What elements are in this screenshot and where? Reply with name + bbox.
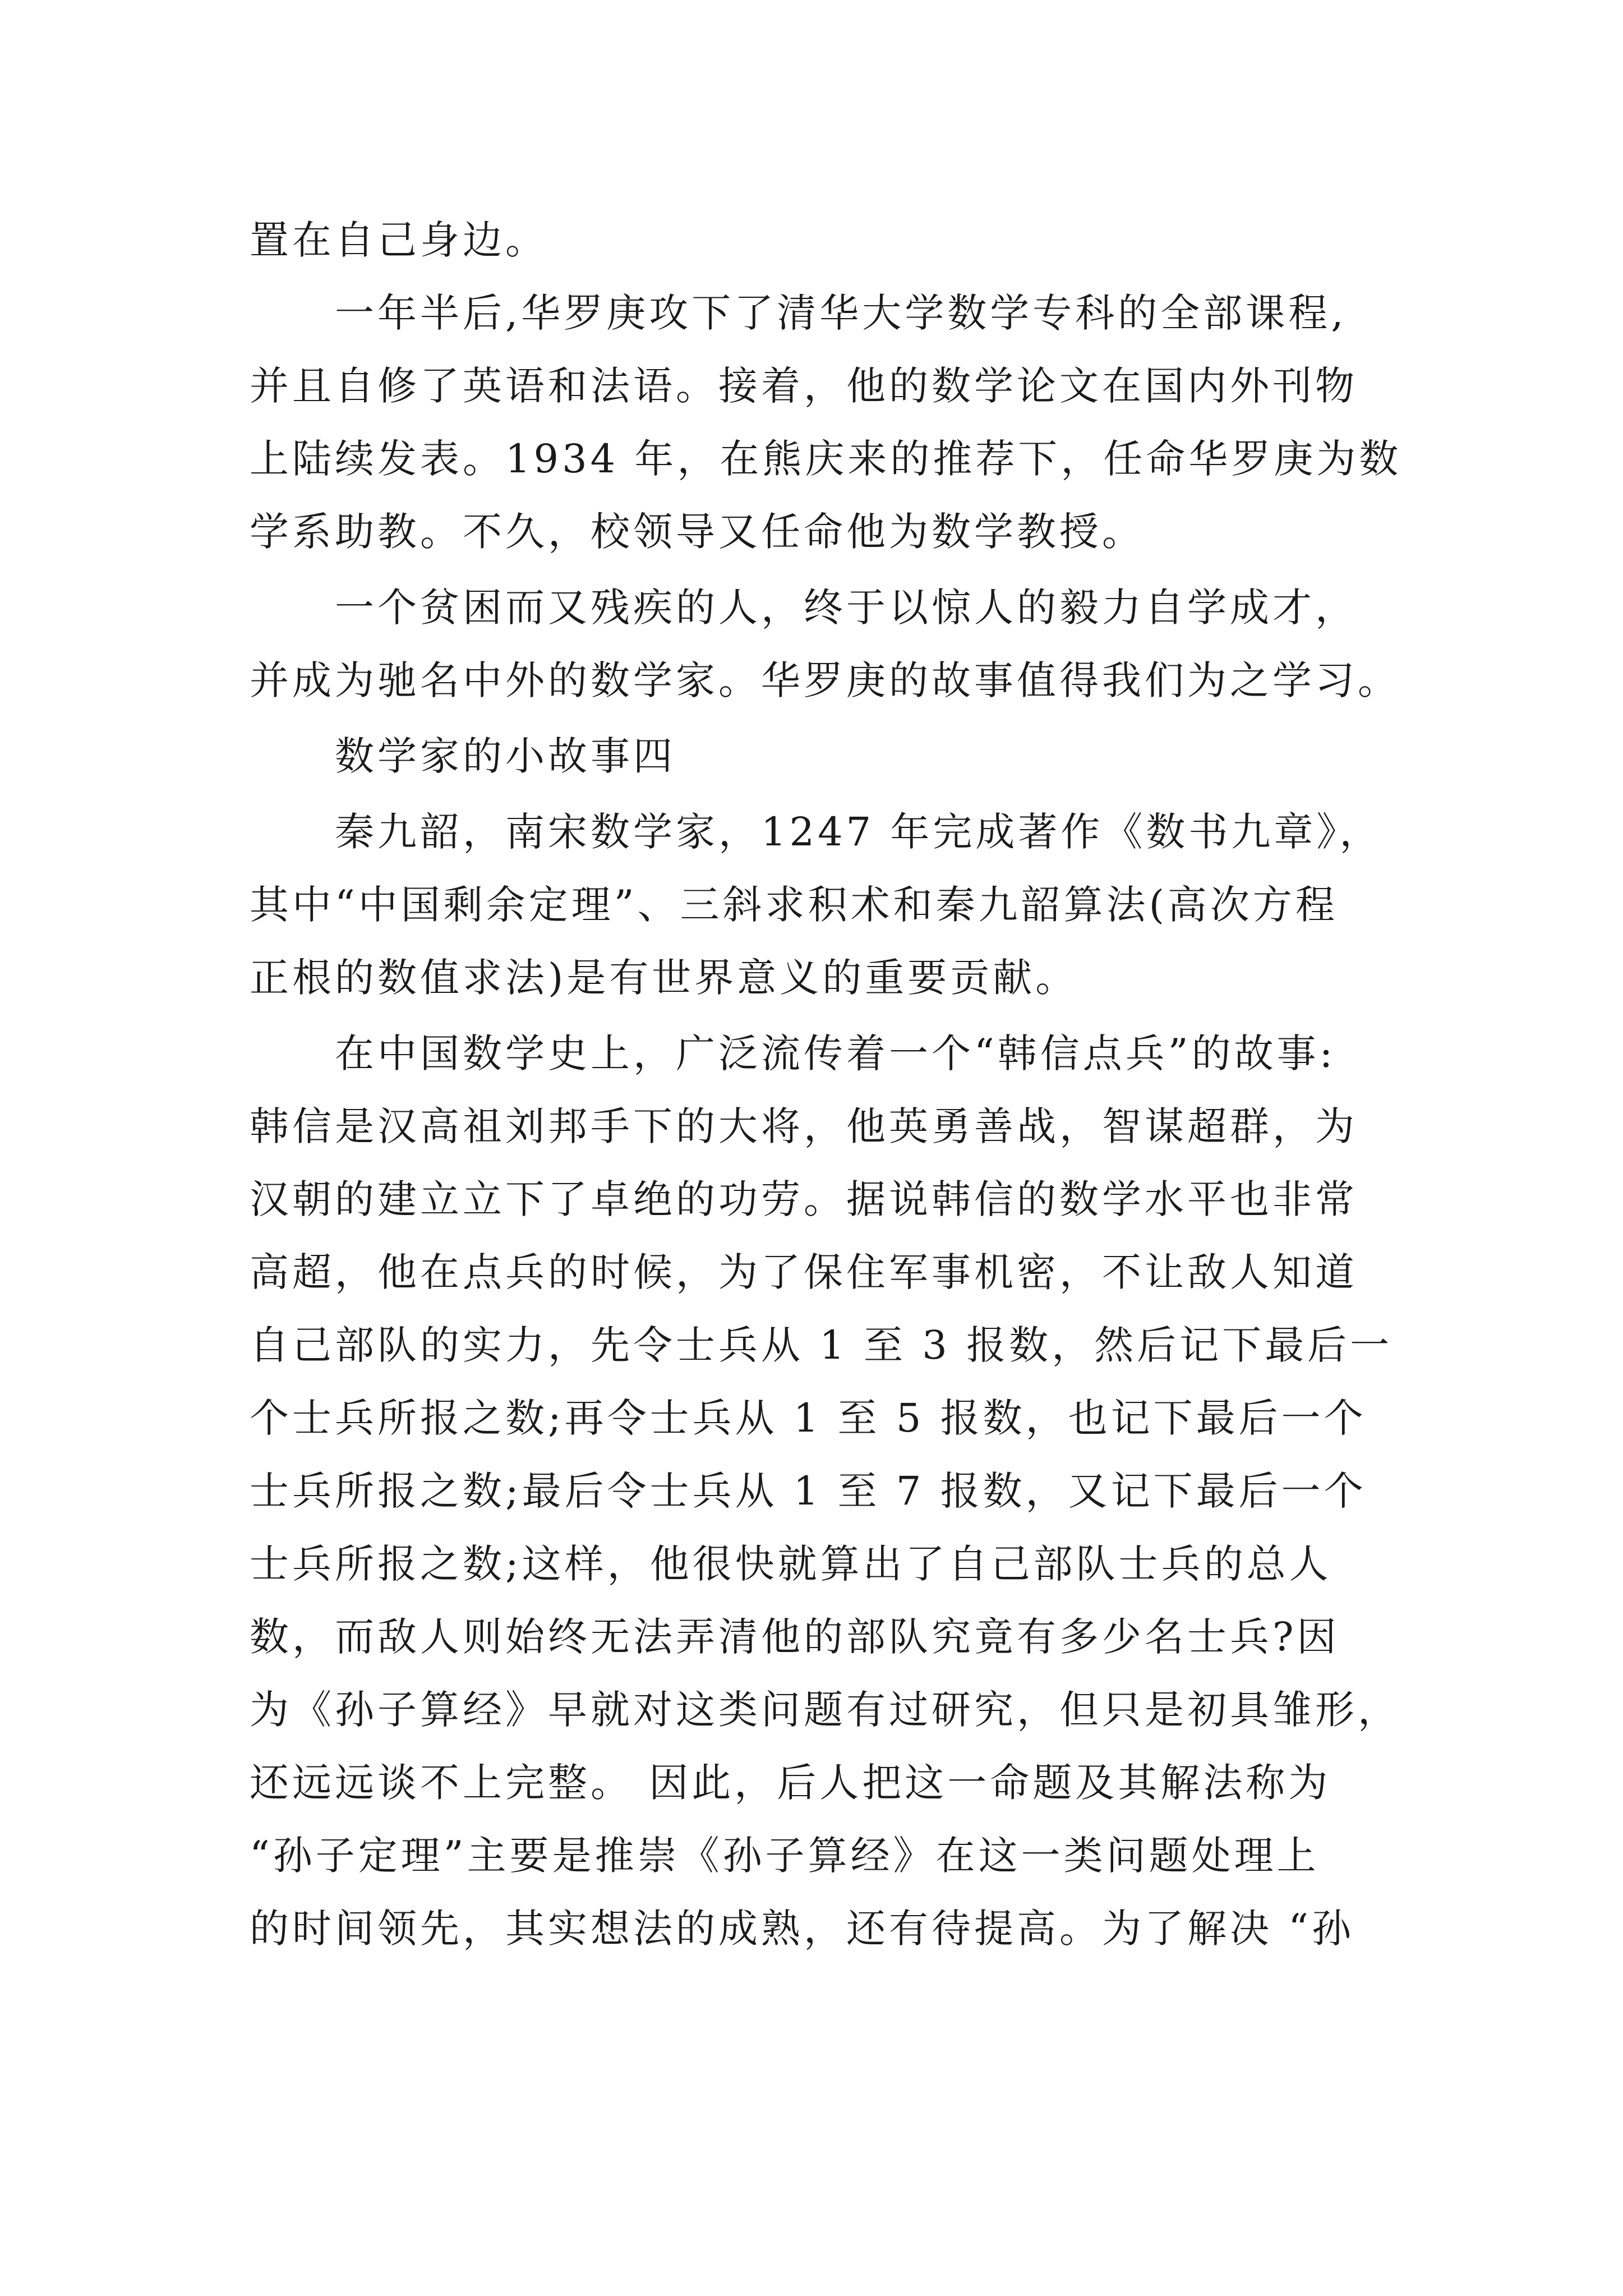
text-line: 士兵所报之数;这样，他很快就算出了自己部队士兵的总人 xyxy=(250,1541,1332,1587)
text-line: 一个贫困而又残疾的人，终于以惊人的毅力自学成才， xyxy=(250,585,1358,631)
text-line: 秦九韶，南宋数学家，1247 年完成著作《数书九章》， xyxy=(250,809,1382,855)
text-line: 韩信是汉高祖刘邦手下的大将，他英勇善战，智谋超群，为 xyxy=(250,1103,1358,1149)
text-line: 数学家的小故事四 xyxy=(250,733,676,779)
text-line: 汉朝的建立立下了卓绝的功劳。据说韩信的数学水平也非常 xyxy=(250,1176,1358,1222)
text-line: “孙子定理”主要是推崇《孙子算经》在这一类问题处理上 xyxy=(250,1833,1320,1879)
text-line: 还远远谈不上完整。 因此，后人把这一命题及其解法称为 xyxy=(250,1760,1331,1806)
text-line: 数，而敌人则始终无法弄清他的部队究竟有多少名士兵?因 xyxy=(250,1614,1340,1660)
text-line: 并成为驰名中外的数学家。华罗庚的故事值得我们为之学习。 xyxy=(250,657,1400,703)
text-line: 学系助教。不久，校领导又任命他为数学教授。 xyxy=(250,509,1145,555)
text-line: 在中国数学史上，广泛流传着一个“韩信点兵”的故事: xyxy=(250,1030,1336,1076)
text-line: 自己部队的实力，先令士兵从 1 至 3 报数，然后记下最后一 xyxy=(250,1322,1393,1368)
text-line: 的时间领先，其实想法的成熟，还有待提高。为了解决 “孙 xyxy=(250,1906,1355,1952)
text-line: 上陆续发表。1934 年，在熊庆来的推荐下，任命华罗庚为数 xyxy=(250,436,1402,482)
text-line: 并且自修了英语和法语。接着，他的数学论文在国内外刊物 xyxy=(250,363,1358,409)
text-line: 正根的数值求法)是有世界意义的重要贡献。 xyxy=(250,955,1078,1001)
text-line: 士兵所报之数;最后令士兵从 1 至 7 报数，又记下最后一个 xyxy=(250,1468,1367,1514)
text-line: 置在自己身边。 xyxy=(250,217,548,263)
text-line: 为《孙子算经》早就对这类问题有过研究，但只是初具雏形， xyxy=(250,1687,1400,1733)
text-line: 其中“中国剩余定理”、三斜求积术和秦九韶算法(高次方程 xyxy=(250,882,1338,928)
text-line: 一年半后,华罗庚攻下了清华大学数学专科的全部课程, xyxy=(250,290,1347,336)
text-line: 高超，他在点兵的时候，为了保住军事机密，不让敌人知道 xyxy=(250,1249,1358,1295)
text-line: 个士兵所报之数;再令士兵从 1 至 5 报数，也记下最后一个 xyxy=(250,1395,1367,1441)
